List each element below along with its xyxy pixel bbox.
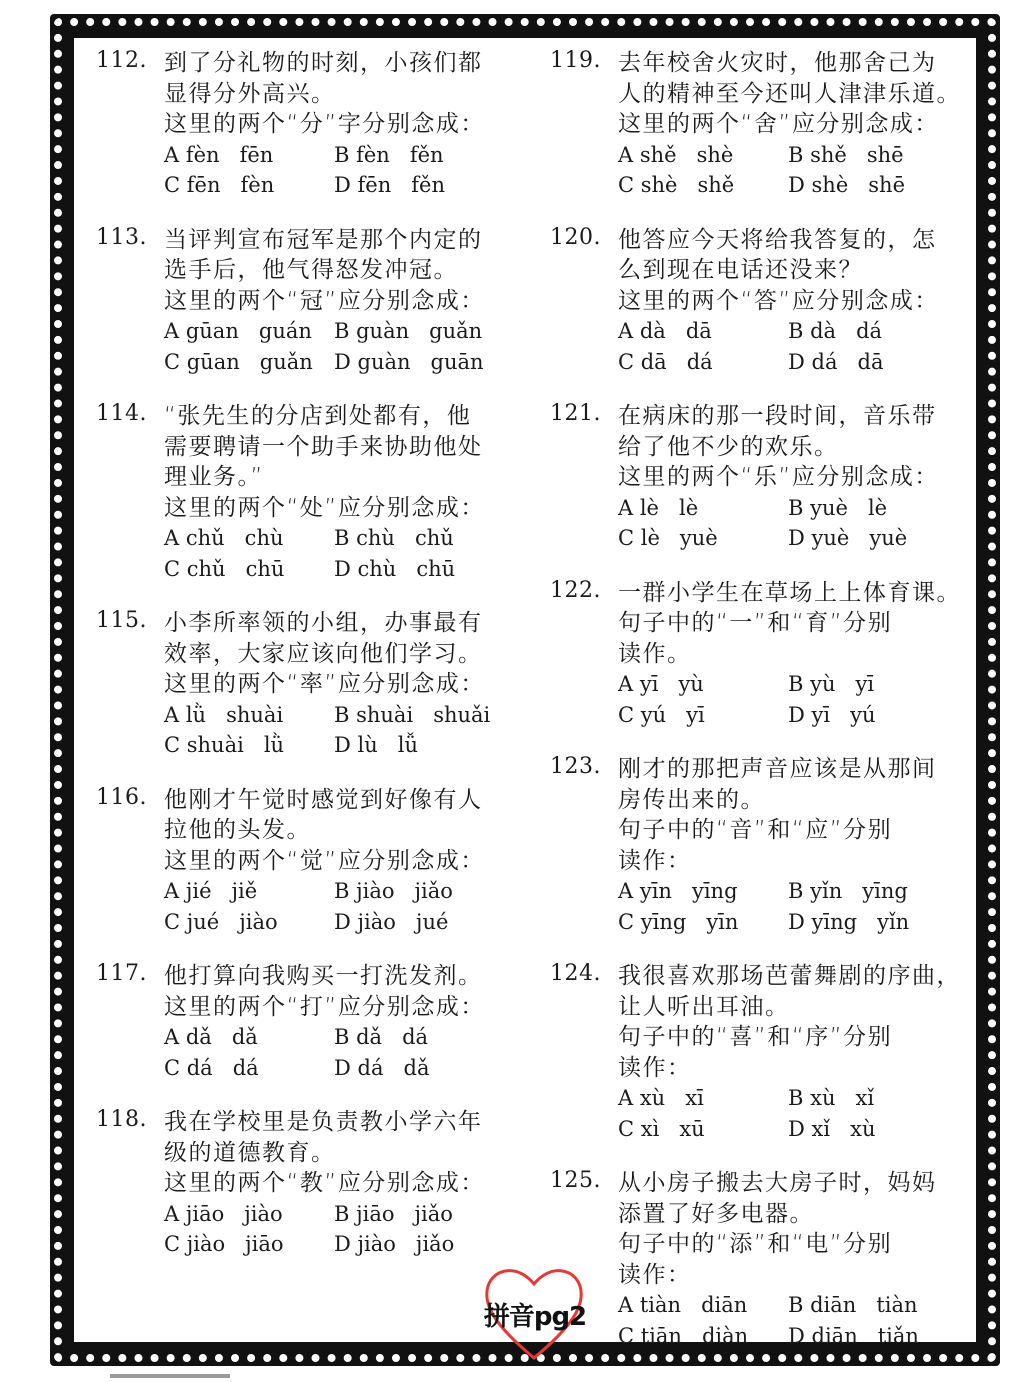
answer-option: C jué jiào bbox=[164, 909, 278, 934]
question-body bbox=[618, 961, 970, 1144]
question-text-line: 句子中的“添”和“电”分别 bbox=[618, 1231, 893, 1257]
answer-option: C yú yī bbox=[618, 702, 705, 727]
question-text-line: 这里的两个“答”应分别念成： bbox=[618, 287, 939, 314]
question-item bbox=[550, 754, 970, 937]
answer-option: C yīng yīn bbox=[618, 909, 739, 934]
answer-option: B jiāo jiǎo bbox=[334, 1201, 453, 1226]
option-row bbox=[164, 1053, 516, 1084]
answer-option: A lè lè bbox=[618, 495, 699, 520]
question-body bbox=[164, 961, 516, 1083]
question-item bbox=[550, 961, 970, 1144]
answer-option: A dà dā bbox=[618, 319, 712, 343]
answer-option: B shě shē bbox=[788, 142, 904, 167]
question-number: 117. bbox=[96, 961, 147, 986]
question-text-line: 在病床的那一段时间，音乐带 bbox=[618, 403, 937, 429]
question-text-line: 小李所率领的小组，办事最有 bbox=[164, 610, 483, 636]
option-row bbox=[164, 1199, 516, 1230]
answer-option: B diān tiàn bbox=[788, 1293, 918, 1317]
answer-option: D yī yú bbox=[788, 702, 876, 727]
question-text-line: 他打算向我购买一打洗发剂。 bbox=[164, 963, 483, 989]
answer-option: B dǎ dá bbox=[334, 1025, 429, 1049]
answer-option: A gūan guán bbox=[164, 319, 312, 343]
answer-option: D diān tiǎn bbox=[788, 1323, 919, 1348]
question-text-line: 让人听出耳油。 bbox=[618, 993, 790, 1020]
question-text-line: “张先生的分店到处都有，他 bbox=[164, 403, 472, 429]
answer-option: D jiào jué bbox=[334, 909, 449, 934]
question-text-line: 这里的两个“教”应分别念成： bbox=[164, 1170, 485, 1196]
answer-option: A shě shè bbox=[618, 142, 734, 167]
answer-option: C tiān diàn bbox=[618, 1323, 749, 1348]
option-row bbox=[618, 140, 970, 171]
question-text-line: 读作： bbox=[618, 1261, 692, 1288]
option-row bbox=[618, 876, 970, 907]
watermark-text: 拼音pg2 bbox=[483, 1302, 587, 1332]
answer-option: B jiào jiǎo bbox=[334, 879, 453, 903]
question-item bbox=[96, 401, 516, 584]
question-number: 124. bbox=[550, 961, 601, 986]
question-text-line: 这里的两个“觉”应分别念成： bbox=[164, 847, 485, 874]
answer-option: D yīng yǐn bbox=[788, 909, 910, 934]
question-text-line: 当评判宣布冠军是那个内定的 bbox=[164, 226, 483, 253]
question-spacer bbox=[550, 201, 970, 225]
question-item bbox=[550, 578, 970, 731]
answer-option: B shuài shuǎi bbox=[334, 702, 491, 727]
option-row bbox=[618, 1114, 970, 1145]
question-item bbox=[96, 48, 516, 201]
option-row bbox=[618, 1321, 970, 1352]
option-row bbox=[618, 669, 970, 700]
answer-option: C xì xū bbox=[618, 1116, 705, 1141]
question-text-line: 选手后，他气得怒发冲冠。 bbox=[164, 257, 458, 283]
question-item bbox=[550, 401, 970, 554]
question-spacer bbox=[96, 201, 516, 225]
question-text-line: 句子中的“喜”和“序”分别 bbox=[618, 1024, 893, 1050]
option-row bbox=[164, 700, 516, 731]
question-text-line: 需要聘请一个助手来协助他处 bbox=[164, 433, 483, 460]
question-body bbox=[618, 401, 970, 554]
answer-option: D lù lǚ bbox=[334, 733, 419, 757]
question-spacer bbox=[96, 377, 516, 401]
question-body bbox=[618, 48, 970, 201]
question-body bbox=[164, 1107, 516, 1260]
question-spacer bbox=[96, 1260, 516, 1284]
question-body bbox=[164, 225, 516, 378]
option-row bbox=[618, 316, 970, 347]
answer-option: A tiàn diān bbox=[618, 1293, 748, 1317]
question-item bbox=[96, 961, 516, 1083]
question-number: 123. bbox=[550, 754, 601, 779]
answer-option: A yī yù bbox=[618, 672, 704, 696]
answer-option: B yuè lè bbox=[788, 495, 888, 520]
question-text-line: 级的道德教育。 bbox=[164, 1139, 336, 1166]
question-text-line: 理业务。” bbox=[164, 464, 264, 490]
question-body bbox=[618, 225, 970, 378]
option-row bbox=[164, 876, 516, 907]
question-text-line: 这里的两个“乐”应分别念成： bbox=[618, 464, 939, 490]
answer-option: C gūan guǎn bbox=[164, 349, 313, 374]
answer-option: D yuè yuè bbox=[788, 526, 908, 550]
option-row bbox=[164, 907, 516, 938]
question-number: 112. bbox=[96, 48, 147, 73]
answer-option: C jiào jiāo bbox=[164, 1232, 284, 1256]
answer-option: A chǔ chù bbox=[164, 526, 284, 550]
question-text-line: 这里的两个“处”应分别念成： bbox=[164, 494, 485, 521]
question-text-line: 从小房子搬去大房子时，妈妈 bbox=[618, 1170, 937, 1196]
option-row bbox=[164, 316, 516, 347]
option-row bbox=[618, 1083, 970, 1114]
question-spacer bbox=[550, 554, 970, 578]
option-row bbox=[164, 1022, 516, 1053]
question-text-line: 我很喜欢那场芭蕾舞剧的序曲， bbox=[618, 963, 961, 989]
question-body bbox=[618, 578, 970, 731]
answer-option: A jié jiě bbox=[164, 879, 258, 903]
question-spacer bbox=[550, 377, 970, 401]
question-number: 125. bbox=[550, 1168, 601, 1193]
option-row bbox=[164, 347, 516, 378]
left-column bbox=[96, 48, 516, 1284]
question-item bbox=[96, 785, 516, 938]
question-text-line: 么到现在电话还没来？ bbox=[618, 257, 863, 283]
answer-option: D fēn fěn bbox=[334, 173, 445, 197]
answer-option: D xǐ xù bbox=[788, 1116, 876, 1141]
option-row bbox=[164, 170, 516, 201]
option-row bbox=[164, 523, 516, 554]
answer-option: B yù yī bbox=[788, 672, 875, 696]
question-text-line: 我在学校里是负责教小学六年 bbox=[164, 1109, 483, 1135]
answer-option: C dá dá bbox=[164, 1055, 259, 1080]
answer-option: C shuài lǜ bbox=[164, 733, 285, 757]
option-row bbox=[164, 140, 516, 171]
question-number: 114. bbox=[96, 401, 147, 426]
answer-option: D shè shē bbox=[788, 173, 905, 197]
question-spacer bbox=[550, 730, 970, 754]
option-row bbox=[618, 347, 970, 378]
option-row bbox=[164, 554, 516, 585]
answer-option: A dǎ dǎ bbox=[164, 1025, 258, 1049]
answer-option: D chù chū bbox=[334, 556, 456, 581]
answer-option: D dá dā bbox=[788, 349, 884, 374]
question-spacer bbox=[550, 937, 970, 961]
question-text-line: 到了分礼物的时刻，小孩们都 bbox=[164, 50, 483, 76]
answer-option: C chǔ chū bbox=[164, 556, 285, 581]
answer-option: A yīn yīng bbox=[618, 879, 738, 903]
question-text-line: 句子中的“一”和“育”分别 bbox=[618, 610, 893, 636]
answer-option: B chù chǔ bbox=[334, 526, 454, 550]
question-text-line: 这里的两个“舍”应分别念成： bbox=[618, 111, 939, 137]
question-text-line: 他刚才午觉时感觉到好像有人 bbox=[164, 786, 483, 813]
question-text-line: 拉他的头发。 bbox=[164, 817, 311, 843]
question-spacer bbox=[550, 1144, 970, 1168]
question-item bbox=[550, 48, 970, 201]
option-row bbox=[618, 493, 970, 524]
option-row bbox=[618, 1290, 970, 1321]
question-number: 113. bbox=[96, 224, 147, 250]
question-text-line: 这里的两个“冠”应分别念成： bbox=[164, 287, 485, 314]
question-spacer bbox=[96, 1083, 516, 1107]
question-text-line: 去年校舍火灾时，他那舍己为 bbox=[618, 50, 937, 76]
question-spacer bbox=[550, 1351, 970, 1375]
question-number: 116. bbox=[96, 784, 147, 810]
question-text-line: 读作： bbox=[618, 847, 692, 874]
question-body bbox=[618, 754, 970, 937]
footer-fragment bbox=[110, 1374, 230, 1378]
answer-option: A lǜ shuài bbox=[164, 702, 284, 727]
question-text-line: 效率，大家应该向他们学习。 bbox=[164, 640, 483, 667]
question-text-line: 人的精神至今还叫人津津乐道。 bbox=[618, 80, 961, 107]
option-row bbox=[164, 1229, 516, 1260]
answer-option: B xù xǐ bbox=[788, 1086, 875, 1110]
question-item bbox=[550, 225, 970, 378]
question-spacer bbox=[96, 584, 516, 608]
answer-option: C fēn fèn bbox=[164, 173, 275, 197]
question-body bbox=[164, 608, 516, 761]
question-text-line: 句子中的“音”和“应”分别 bbox=[618, 817, 893, 843]
answer-option: C lè yuè bbox=[618, 526, 718, 550]
question-text-line: 刚才的那把声音应该是从那间 bbox=[618, 756, 937, 782]
question-item bbox=[550, 1168, 970, 1351]
right-column bbox=[550, 48, 970, 1375]
question-number: 120. bbox=[550, 224, 601, 250]
question-number: 118. bbox=[96, 1107, 147, 1132]
question-text-line: 显得分外高兴。 bbox=[164, 80, 336, 107]
question-text-line: 房传出来的。 bbox=[618, 786, 765, 813]
question-number: 119. bbox=[550, 48, 601, 73]
option-row bbox=[618, 907, 970, 938]
option-row bbox=[164, 730, 516, 761]
question-text-line: 一群小学生在草场上上体育课。 bbox=[618, 579, 961, 606]
question-number: 115. bbox=[96, 608, 147, 633]
question-item bbox=[96, 1107, 516, 1260]
option-row bbox=[618, 170, 970, 201]
question-spacer bbox=[96, 937, 516, 961]
question-body bbox=[618, 1168, 970, 1351]
answer-option: B dà dá bbox=[788, 319, 883, 343]
question-text-line: 这里的两个“率”应分别念成： bbox=[164, 671, 485, 697]
answer-option: A jiāo jiào bbox=[164, 1201, 283, 1226]
question-text-line: 添置了好多电器。 bbox=[618, 1200, 814, 1227]
answer-option: B fèn fěn bbox=[334, 142, 444, 167]
question-number: 121. bbox=[550, 401, 601, 426]
option-row bbox=[618, 700, 970, 731]
answer-option: A fèn fēn bbox=[164, 142, 274, 167]
question-item bbox=[96, 608, 516, 761]
answer-option: B guàn guǎn bbox=[334, 319, 483, 343]
answer-option: D dá dǎ bbox=[334, 1055, 430, 1080]
question-body bbox=[164, 401, 516, 584]
answer-option: B yǐn yīng bbox=[788, 879, 908, 903]
question-text-line: 给了他不少的欢乐。 bbox=[618, 433, 839, 460]
question-text-line: 读作。 bbox=[618, 640, 692, 667]
question-body bbox=[164, 48, 516, 201]
answer-option: C shè shě bbox=[618, 173, 735, 197]
question-text-line: 这里的两个“打”应分别念成： bbox=[164, 993, 485, 1020]
question-text-line: 读作： bbox=[618, 1054, 692, 1081]
answer-option: A xù xī bbox=[618, 1086, 704, 1110]
answer-option: D jiào jiǎo bbox=[334, 1232, 455, 1256]
option-row bbox=[618, 523, 970, 554]
question-text-line: 他答应今天将给我答复的，怎 bbox=[618, 226, 937, 253]
question-number: 122. bbox=[550, 577, 601, 603]
answer-option: D guàn guān bbox=[334, 349, 484, 374]
answer-option: C dā dá bbox=[618, 349, 713, 374]
question-item bbox=[96, 225, 516, 378]
question-spacer bbox=[96, 761, 516, 785]
question-text-line: 这里的两个“分”字分别念成： bbox=[164, 111, 485, 137]
question-body bbox=[164, 785, 516, 938]
